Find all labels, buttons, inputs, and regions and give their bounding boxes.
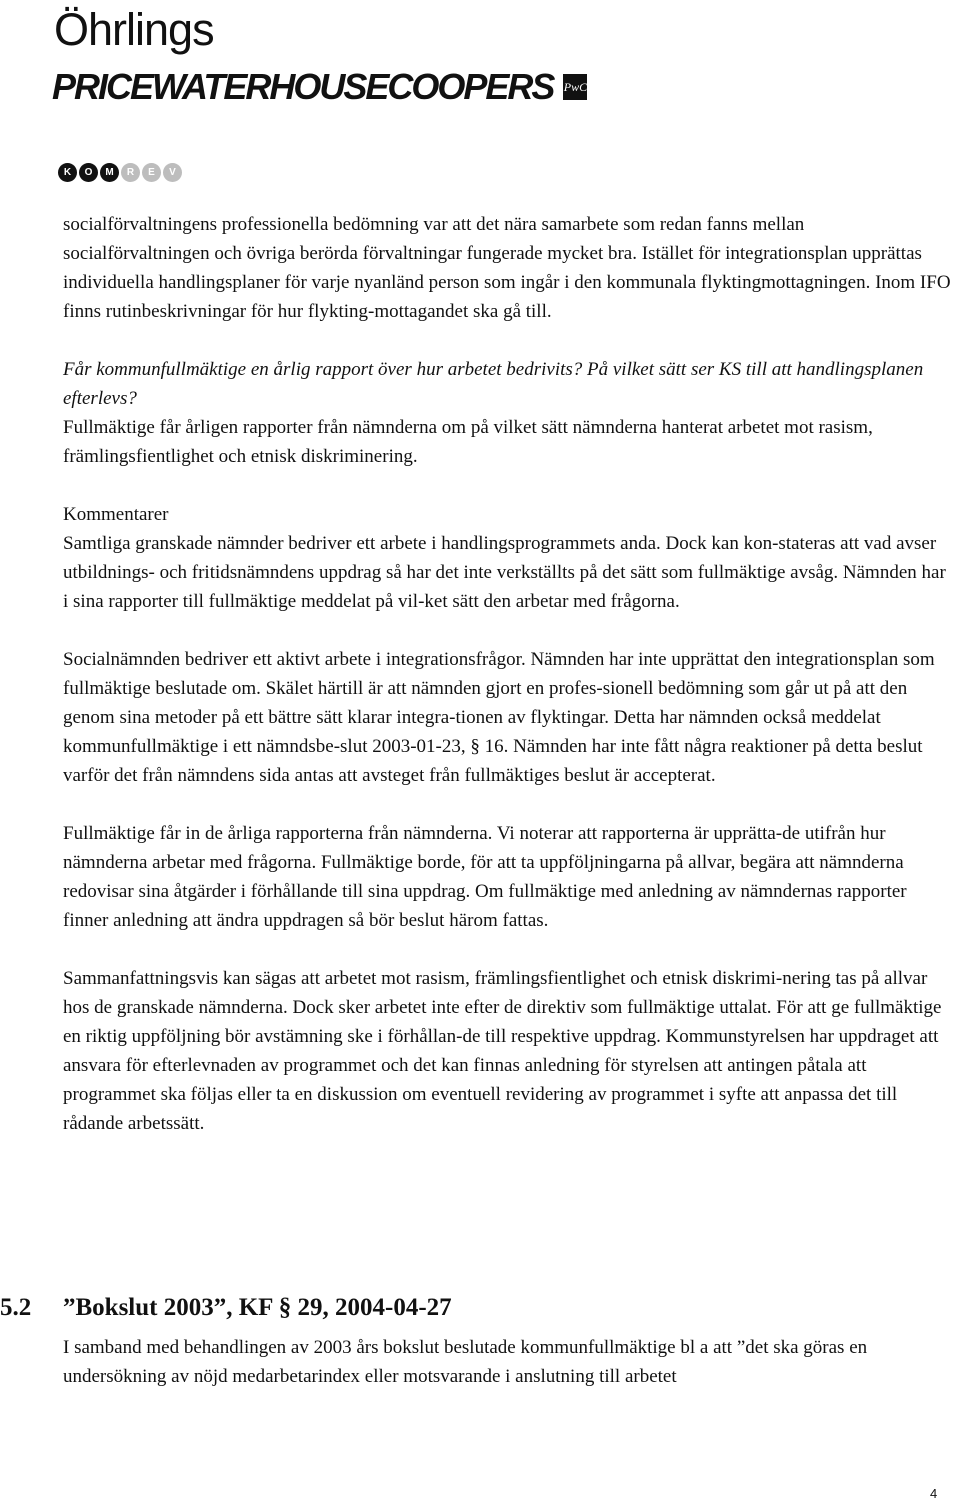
pwc-logo [52,66,587,108]
paragraph-comment-1: Samtliga granskade nämnder bedriver ett arbete i handlingsprogrammets anda. Dock kan kon-stateras att vad avser utbildnings- och fritidsnämndens uppdrag så har det inte verkställts på det sätt som fullmäktige avsåg. Nämnden har i sina rapporter till fullmäktige meddelat på vil-ket sätt den arbetar med frågorna. [63,533,946,612]
kommentarer-heading: Kommentarer [63,504,169,525]
komrev-letter-m: M [100,163,119,182]
section-title: ”Bokslut 2003”, KF § 29, 2004-04-27 [63,1294,452,1321]
main-text [63,210,953,1138]
paragraph-comment-3: Fullmäktige får in de årliga rapporterna från nämnderna. Vi noterar att rapporterna är upprätta-de utifrån hur nämnderna arbetar med frågorna. Fullmäktige borde, för att ta uppföljningarna på allvar, begära att nämnderna redovisar sina åtgärder i förhållande till sina uppdrag. Om fullmäktige med anledning av nämndernas rapporter finner anledning att ändra uppdragen så bör beslut härom fattas. [63,823,907,931]
section-number: 5.2 [0,1294,32,1321]
page-number: 4 [930,1486,938,1501]
pwc-seal-icon: PwC [563,74,587,100]
section-paragraph: I samband med behandlingen av 2003 års bokslut beslutade kommunfullmäktige bl a att ”det ska göras en undersökning av nöjd medarbetarindex eller motsvarande i anslutning till arbetet [63,1337,868,1387]
paragraph-comment-2: Socialnämnden bedriver ett aktivt arbete i integrationsfrågor. Nämnden har inte upprättat den integrationsplan som fullmäktige beslutade om. Skälet härtill är att nämnden gjort en profes-sionell bedömning som går ut på att den genom sina metoder på ett bättre sätt klarar integra-tionen av flyktingar. Detta har nämnden också meddelat kommunfullmäktige i ett nämndsbe-slut 2003-01-23, § 16. Nämnden har inte fått några reaktioner på detta beslut varför det från nämndens sida antas att avsteget från fullmäktiges beslut är accepterat. [63,649,935,786]
question-text: Får kommunfullmäktige en årlig rapport över hur arbetet bedrivits? På vilket sätt ser KS till att handlingsplanen efterlevs? [63,359,924,409]
komrev-letter-e: E [142,163,161,182]
komrev-logo [58,163,182,182]
komrev-letter-o: O [79,163,98,182]
komrev-letter-k: K [58,163,77,182]
paragraph-intro: socialförvaltningens professionella bedömning var att det nära samarbete som redan fanns mellan socialförvaltningen och övriga berörda förvaltningar fungerade mycket bra. Istället för integrationsplan upprättas individuella handlingsplaner för varje nyanländ person som ingår i den kommunala flyktingmottagningen. Inom IFO finns rutinbeskrivningar för hur flykting-mottagandet ska gå till. [63,214,951,322]
komrev-letter-v: V [163,163,182,182]
komrev-letter-r: R [121,163,140,182]
pwc-logo-text: PRICEWATERHOUSECOOPERS [52,66,554,107]
ohrlings-logo: Öhrlings [54,4,214,55]
paragraph-answer: Fullmäktige får årligen rapporter från nämnderna om på vilket sätt nämnderna hanterat arbetet mot rasism, främlingsfientlighet och etnisk diskriminering. [63,417,873,467]
paragraph-summary: Sammanfattningsvis kan sägas att arbetet mot rasism, främlingsfientlighet och etnisk diskrimi-nering tas på allvar hos de granskade nämnderna. Dock sker arbetet inte efter de direktiv som fullmäktige uttalat. För att ge fullmäktige en riktig uppföljning bör avstämning ske i förhållan-de till respektive uppdrag. Kommunstyrelsen har uppdraget att ansvara för efterlevnaden av programmet och det kan finnas anledning för styrelsen att antingen påtala att programmet ska följas eller ta en diskussion om eventuell revidering av programmet i syfte att anpassa det till rådande arbetssätt. [63,968,942,1134]
